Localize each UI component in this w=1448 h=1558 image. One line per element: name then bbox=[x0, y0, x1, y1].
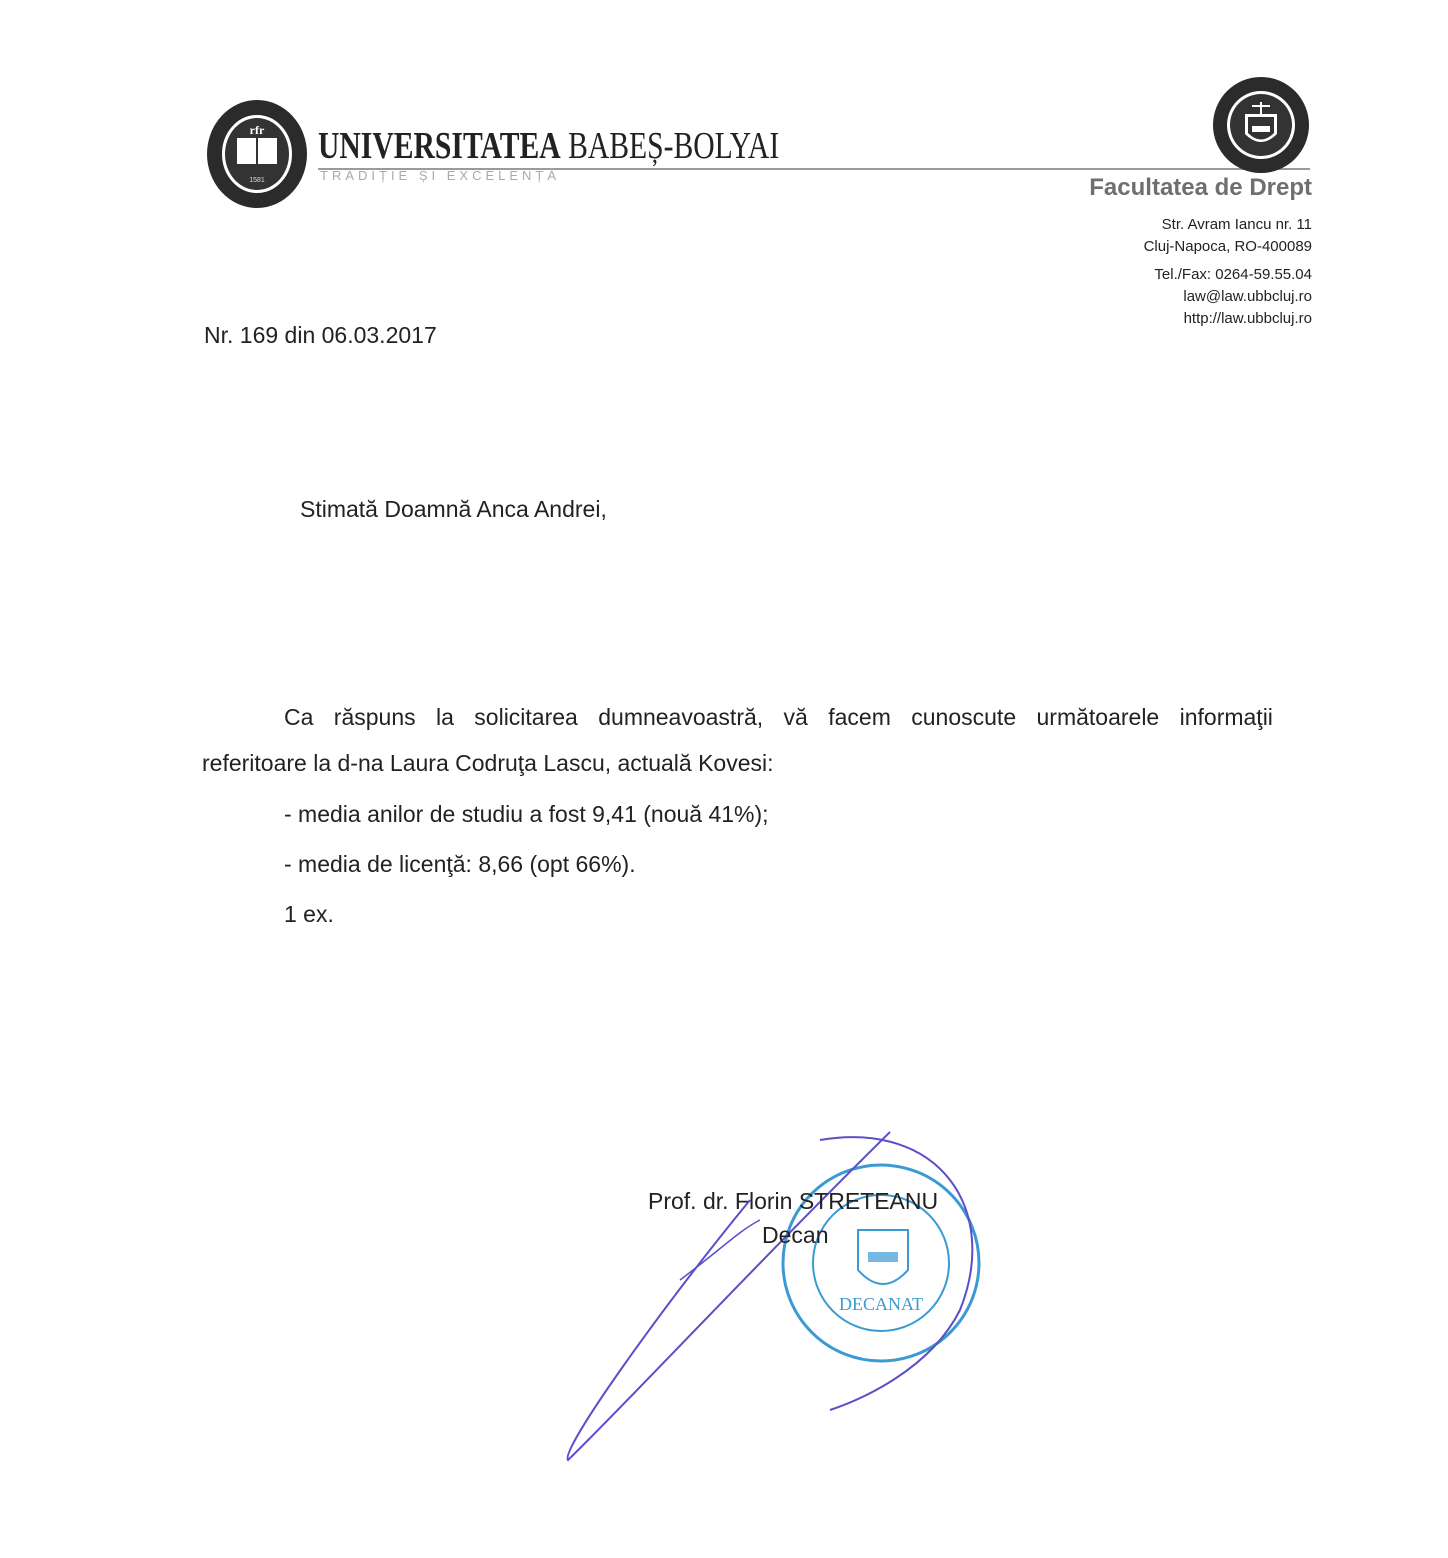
university-name bbox=[318, 124, 779, 168]
university-name-rest: BABEȘ-BOLYAI bbox=[568, 125, 780, 167]
university-motto: TRADIȚIE ȘI EXCELENȚĂ bbox=[320, 168, 561, 183]
faculty-name: Facultatea de Drept bbox=[1089, 174, 1312, 201]
university-seal-icon bbox=[205, 98, 309, 210]
phone: Tel./Fax: 0264-59.55.04 bbox=[1154, 266, 1312, 283]
document-reference: Nr. 169 din 06.03.2017 bbox=[204, 322, 437, 348]
email-link[interactable]: law@law.ubbcluj.ro bbox=[1183, 288, 1312, 305]
list-item: - media de licenţă: 8,66 (opt 66%). bbox=[284, 851, 636, 877]
handwritten-signature-icon bbox=[560, 1110, 990, 1470]
website-link[interactable]: http://law.ubbcluj.ro bbox=[1183, 310, 1312, 327]
address-line1: Str. Avram Iancu nr. 11 bbox=[1161, 216, 1312, 233]
paragraph-line2: referitoare la d-na Laura Codruţa Lascu, actuală Kovesi: bbox=[202, 750, 774, 776]
copies-note: 1 ex. bbox=[284, 901, 334, 927]
faculty-seal-icon bbox=[1212, 76, 1310, 174]
address-line2: Cluj-Napoca, RO-400089 bbox=[1143, 238, 1312, 255]
paragraph-line1: Ca răspuns la solicitarea dumneavoastră, vă facem cunoscute următoarele informaţii bbox=[284, 704, 1273, 730]
university-name-bold: UNIVERSITATEA bbox=[318, 125, 561, 167]
svg-text:1581: 1581 bbox=[249, 177, 265, 184]
list-item: - media anilor de studiu a fost 9,41 (nouă 41%); bbox=[284, 801, 769, 827]
signatory-name: Prof. dr. Florin STRETEANU bbox=[648, 1188, 939, 1214]
signatory-title: Decan bbox=[762, 1222, 829, 1248]
svg-text:DECANAT: DECANAT bbox=[839, 1294, 923, 1314]
salutation: Stimată Doamnă Anca Andrei, bbox=[300, 496, 607, 522]
svg-text:rfr: rfr bbox=[249, 123, 265, 137]
